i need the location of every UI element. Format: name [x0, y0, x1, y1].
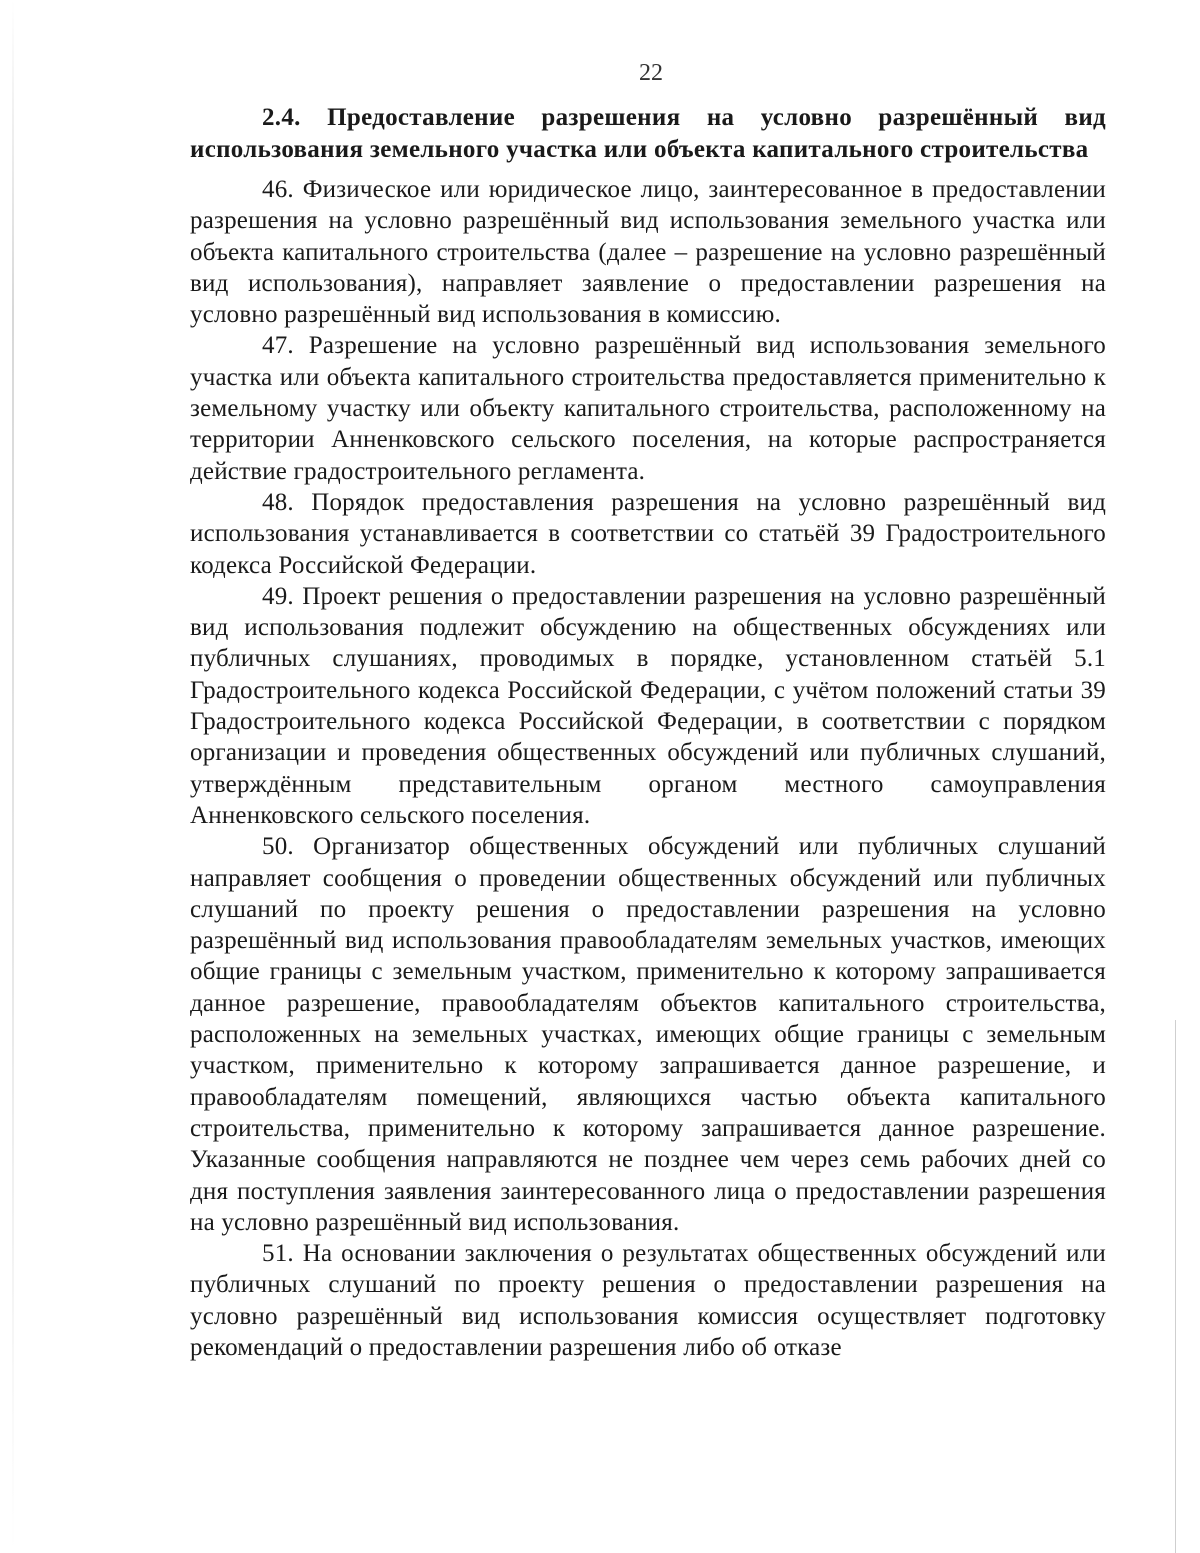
paragraph-50: 50. Организатор общественных обсуждений или публичных слушаний направляет сообщения о проведении общественных обсуждений или публичных слушаний по проекту решения о предоставлении разрешения на условно разрешённый вид использования правообладателям земельных участков, имеющих общие границы с земельным участком, применительно к которому запрашивается данное разрешение, правообладателям объектов капитального строительства, расположенных на земельных участках, имеющих общие границы с земельным участком, применительно к которому запрашивается данное разрешение, и правообладателям помещений, являющихся частью объекта капитального строительства, применительно к которому запрашивается данное разрешение. Указанные сообщения направляются не позднее чем через семь рабочих дней со дня поступления заявления заинтересованного лица о предоставлении разрешения на условно разрешённый вид использования.: [190, 833, 1106, 1236]
paragraph-48: 48. Порядок предоставления разрешения на условно разрешённый вид использования устанавливается в соответствии со статьёй 39 Градостроительного кодекса Российской Федерации.: [190, 488, 1106, 579]
scan-edge-left: [12, 0, 14, 1553]
scan-edge-right: [1175, 1020, 1176, 1553]
paragraph-46: 46. Физическое или юридическое лицо, заинтересованное в предоставлении разрешения на условно разрешённый вид использования земельного участка или объекта капитального строительства (далее – разрешение на условно разрешённый вид использования), направляет заявление о предоставлении разрешения на условно разрешённый вид использования в комиссию.: [190, 176, 1106, 329]
document-body: [190, 102, 1106, 1363]
paragraph-51: 51. На основании заключения о результатах общественных обсуждений или публичных слушаний по проекту решения о предоставлении разрешения на условно разрешённый вид использования комиссия осуществляет подготовку рекомендаций о предоставлении разрешения либо об отказе: [190, 1240, 1106, 1361]
section-heading: 2.4. Предоставление разрешения на условно разрешённый вид использования земельного участка или объекта капитального строительства: [190, 104, 1106, 163]
paragraph-47: 47. Разрешение на условно разрешённый вид использования земельного участка или объекта капитального строительства предоставляется применительно к земельному участку или объекту капитального строительства, расположенному на территории Анненковского сельского поселения, на которые распространяется действие градостроительного регламента.: [190, 332, 1106, 485]
paragraph-49: 49. Проект решения о предоставлении разрешения на условно разрешённый вид использования подлежит обсуждению на общественных обсуждениях или публичных слушаниях, проводимых в порядке, установленном статьёй 5.1 Градостроительного кодекса Российской Федерации, с учётом положений статьи 39 Градостроительного кодекса Российской Федерации, в соответствии с порядком организации и проведения общественных обсуждений или публичных слушаний, утверждённым представительным органом местного самоуправления Анненковского сельского поселения.: [190, 582, 1106, 829]
page-number: 22: [639, 60, 663, 86]
